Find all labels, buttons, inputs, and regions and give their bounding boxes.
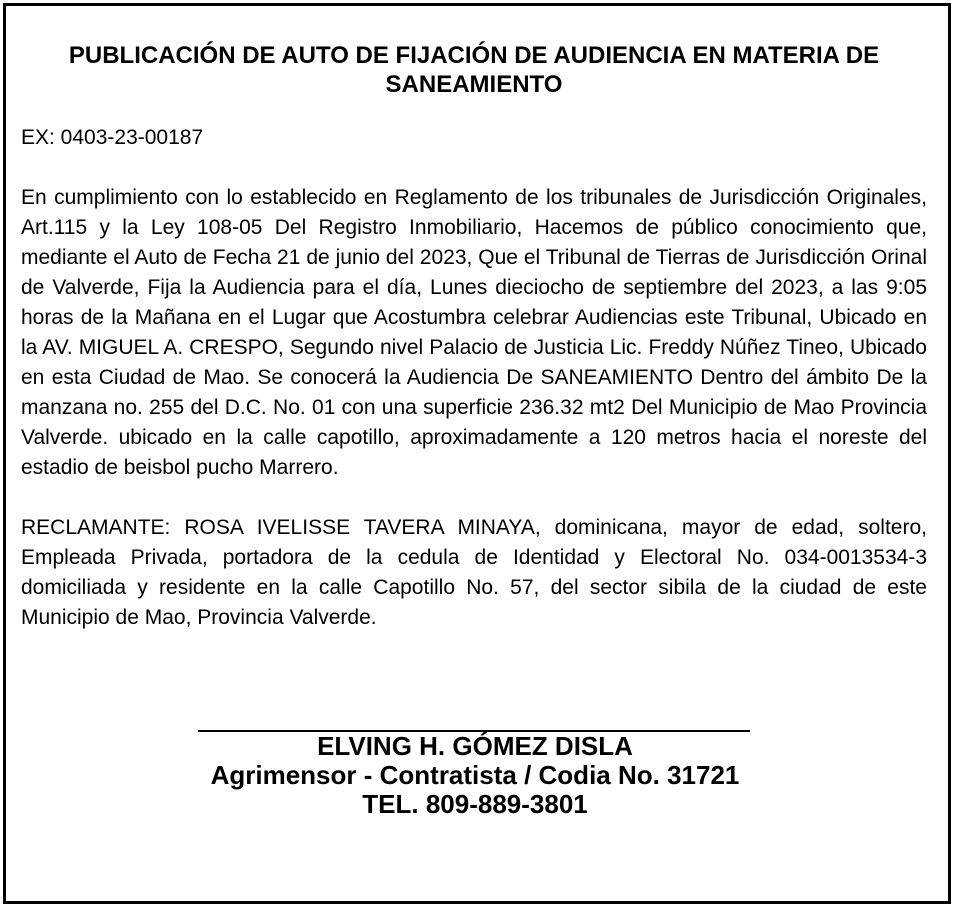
document-title: PUBLICACIÓN DE AUTO DE FIJACIÓN DE AUDIENCIA EN MATERIA DE SANEAMIENTO <box>68 42 880 98</box>
signature-block <box>0 730 954 819</box>
document-body <box>21 41 927 663</box>
expediente-number: EX: 0403-23-00187 <box>21 126 204 149</box>
claimant-paragraph: RECLAMANTE: ROSA IVELISSE TAVERA MINAYA, dominicana, mayor de edad, soltero, Empleada Privada, portadora de la cedula de Identidad y Electoral No. 034-0013534-3 domiciliada y residente en la calle Capotillo No. 57, del sector sibila de la ciudad de este Municipio de Mao, Provincia Valverde. <box>21 516 927 629</box>
signatory-name: ELVING H. GÓMEZ DISLA <box>317 731 633 761</box>
signatory-role: Agrimensor - Contratista / Codia No. 31721 <box>210 760 740 790</box>
signatory-phone: TEL. 809-889-3801 <box>362 789 588 819</box>
notice-paragraph: En cumplimiento con lo establecido en Reglamento de los tribunales de Jurisdicción Originales, Art.115 y la Ley 108-05 Del Registro Inmobiliario, Hacemos de público conocimiento que, mediante el Auto de Fecha 21 de junio del 2023, Que el Tribunal de Tierras de Jurisdicción Orinal de Valverde, Fija la Audiencia para el día, Lunes dieciocho de septiembre del 2023, a las 9:05 horas de la Mañana en el Lugar que Acostumbra celebrar Audiencias este Tribunal, Ubicado en la AV. MIGUEL A. CRESPO, Segundo nivel Palacio de Justicia Lic. Freddy Núñez Tineo, Ubicado en esta Ciudad de Mao. Se conocerá la Audiencia De SANEAMIENTO Dentro del ámbito De la manzana no. 255 del D.C. No. 01 con una superficie 236.32 mt2 Del Municipio de Mao Provincia Valverde. ubicado en la calle capotillo, aproximadamente a 120 metros hacia el noreste del estadio de beisbol pucho Marrero. <box>21 186 927 479</box>
